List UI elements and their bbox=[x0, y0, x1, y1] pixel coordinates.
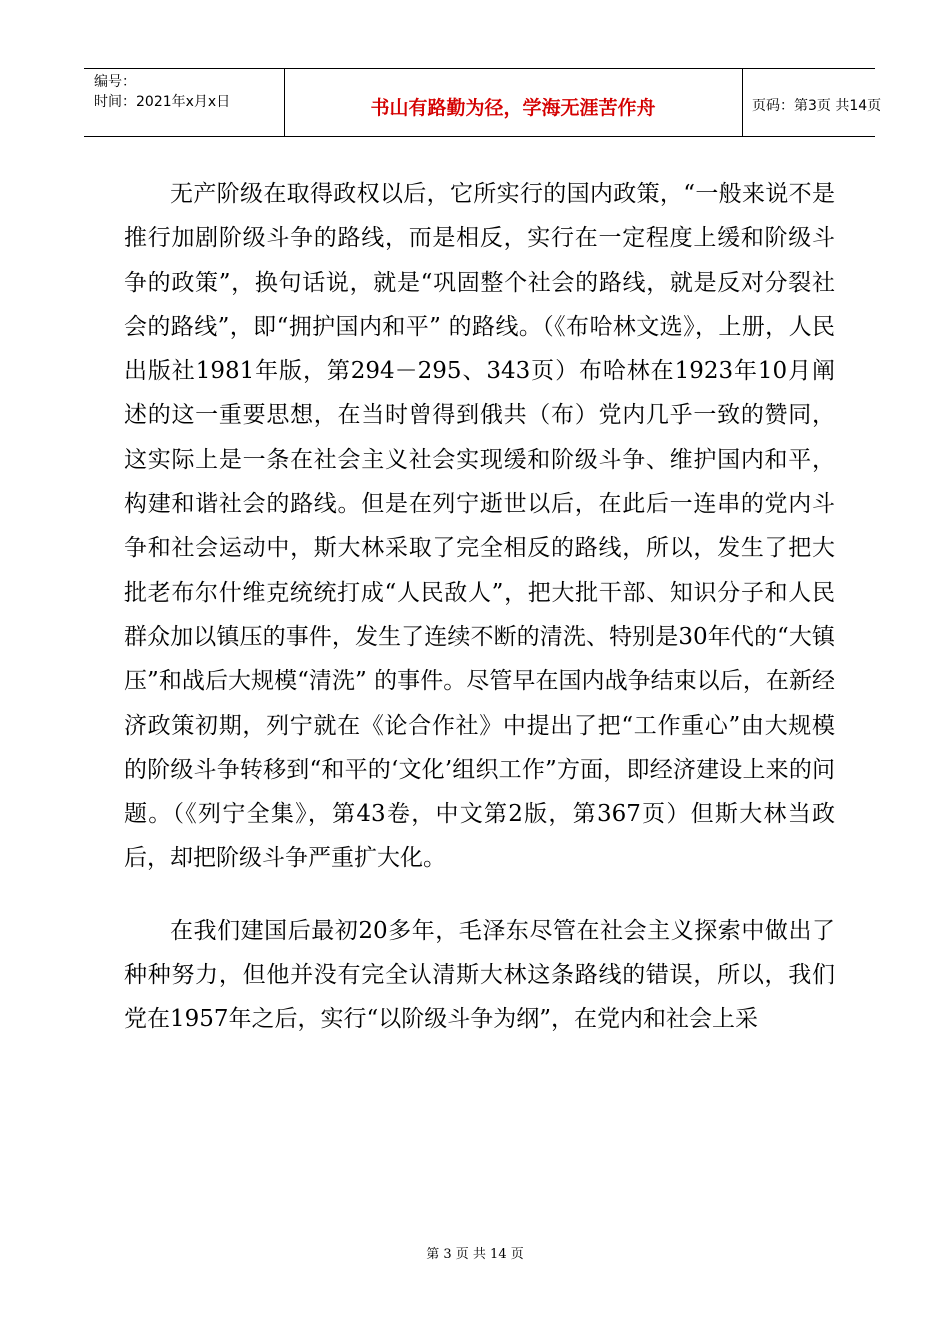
body-paragraph-2: 在我们建国后最初20多年，毛泽东尽管在社会主义探索中做出了种种努力，但他并没有完全认清斯大林这条路线的错误，所以，我们党在1957年之后，实行“以阶级斗争为纲”，在党内和社会上采 bbox=[124, 917, 835, 1033]
header-page-cell bbox=[742, 69, 882, 136]
header-motto: 书山有路勤为径，学海无涯苦作舟 bbox=[370, 97, 656, 119]
header-motto-cell bbox=[284, 69, 743, 136]
page-header bbox=[84, 68, 882, 137]
document-number-label: 编号： bbox=[94, 74, 136, 90]
body-paragraph-1: 无产阶级在取得政权以后，它所实行的国内政策，“一般来说不是推行加剧阶级斗争的路线，而是相反，实行在一定程度上缓和阶级斗争的政策”，换句话说，就是“巩固整个社会的路线，就是反对分裂社会的路线”，即“拥护国内和平” 的路线。（《布哈林文选》，上册，人民出版社1981年版，第294－295、343页）布哈林在1923年10月阐述的这一重要思想，在当时曾得到俄共（布）党内几乎一致的赞同，这实际上是一条在社会主义社会实现缓和阶级斗争、维护国内和平，构建和谐社会的路线。但是在列宁逝世以后，在此后一连串的党内斗争和社会运动中，斯大林采取了完全相反的路线，所以，发生了把大批老布尔什维克统统打成“人民敌人”，把大批干部、知识分子和人民群众加以镇压的事件，发生了连续不断的清洗、特别是30年代的“大镇压”和战后大规模“清洗” 的事件。尽管早在国内战争结束以后，在新经济政策初期，列宁就在《论合作社》中提出了把“工作重心”由大规模的阶级斗争转移到“和平的‘文化’组织工作”方面，即经济建设上来的问题。（《列宁全集》，第43卷，中文第2版，第367页）但斯大林当政后，却把阶级斗争严重扩大化。 bbox=[124, 181, 835, 872]
header-page-code: 页码：第3页 共14页 bbox=[752, 98, 882, 114]
document-time-label: 时间：2021年x月x日 bbox=[94, 94, 231, 110]
document-body bbox=[124, 172, 835, 1042]
page-footer: 第 3 页 共 14 页 bbox=[426, 1247, 524, 1262]
header-info-cell bbox=[84, 69, 285, 136]
